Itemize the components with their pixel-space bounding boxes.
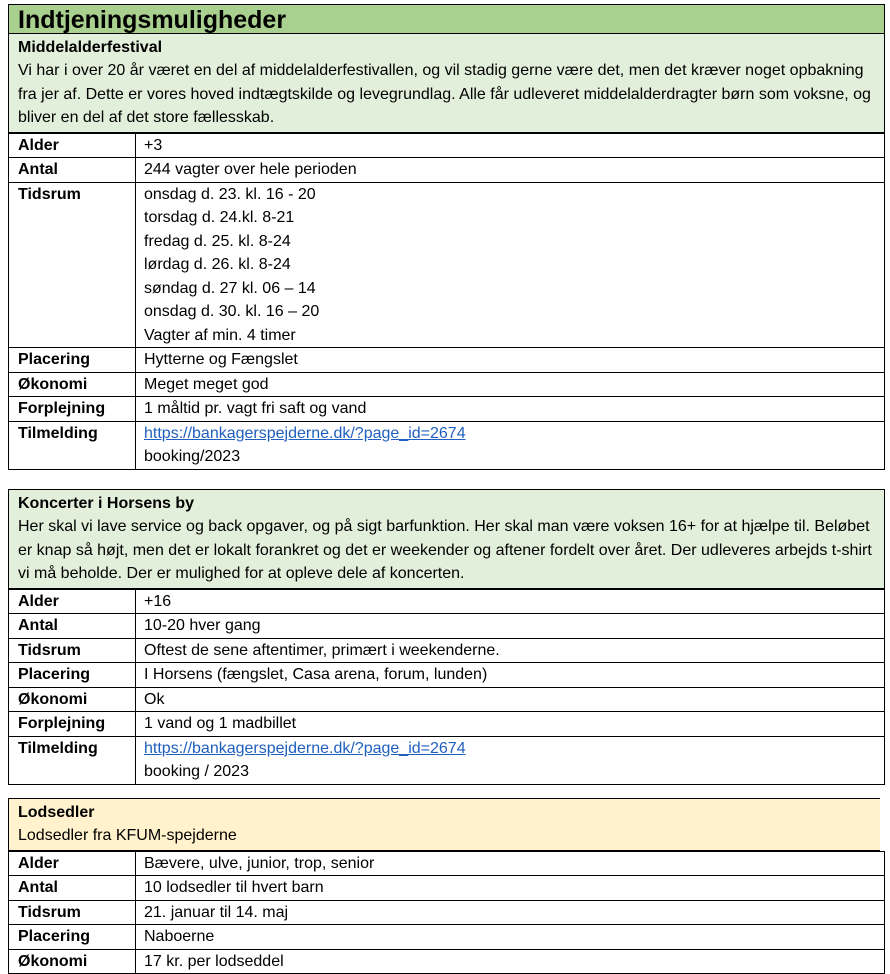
section-name: Koncerter i Horsens by [18, 495, 195, 512]
row-label: Forplejning [9, 712, 136, 737]
table-row [9, 876, 885, 901]
row-value [136, 421, 885, 469]
row-value: 21. januar til 14. maj [136, 900, 885, 925]
row-value: Oftest de sene aftentimer, primært i weekenderne. [136, 638, 885, 663]
time-line: onsdag d. 23. kl. 16 - 20 [144, 185, 316, 203]
signup-note: booking/2023 [144, 448, 241, 465]
table-row [9, 900, 885, 925]
row-label: Tidsrum [9, 900, 136, 925]
details-table [8, 133, 885, 470]
table-row [9, 133, 885, 158]
row-label: Tidsrum [9, 638, 136, 663]
signup-link[interactable]: https://bankagerspejderne.dk/?page_id=2674 [144, 739, 466, 757]
row-value: Bævere, ulve, junior, trop, senior [136, 851, 885, 876]
section-description: Vi har i over 20 år været en del af middelalderfestivallen, og vil stadig gerne være det, men det kræver noget opbakning fra jer af. Dette er vores hoved indtægtskilde og levegrundlag. Alle får udleveret middelalderdragter børn som voksne, og bliver en del af det store fællesskab. [18, 62, 871, 126]
time-line: Vagter af min. 4 timer [144, 326, 296, 344]
row-value: Meget meget god [136, 372, 885, 397]
row-value: 1 måltid pr. vagt fri saft og vand [136, 397, 885, 422]
page-title-bar [8, 4, 885, 34]
row-value [136, 736, 885, 784]
signup-note: booking / 2023 [144, 763, 249, 780]
row-label: Antal [9, 614, 136, 639]
page-title: Indtjeningsmuligheder [18, 6, 287, 34]
table-row [9, 421, 885, 469]
table-row [9, 949, 885, 974]
section-description: Her skal vi lave service og back opgaver, og på sigt barfunktion. Her skal man være voksen 16+ for at hjælpe til. Beløbet er knap så højt, men det er lokalt forankret og det er weekender og aftener fordelt over året. Der udleveres arbejds t-shirt vi må beholde. Der er mulighed for at opleve dele af koncerten. [18, 518, 872, 582]
table-row [9, 736, 885, 784]
time-line: søndag d. 27 kl. 06 – 14 [144, 279, 316, 297]
row-label: Tilmelding [9, 421, 136, 469]
row-value [136, 182, 885, 348]
row-label: Økonomi [9, 687, 136, 712]
section-middelalderfestival [8, 34, 885, 470]
table-row [9, 614, 885, 639]
time-line: torsdag d. 24.kl. 8-21 [144, 209, 295, 226]
table-row [9, 182, 885, 348]
row-value: +3 [136, 133, 885, 158]
row-value: Hytterne og Fængslet [136, 348, 885, 373]
section-name: Middelalderfestival [18, 39, 163, 56]
row-value: 10 lodsedler til hvert barn [136, 876, 885, 901]
table-row [9, 687, 885, 712]
row-label: Placering [9, 348, 136, 373]
row-value: 17 kr. per lodseddel [136, 949, 885, 974]
row-label: Antal [9, 876, 136, 901]
row-value: Ok [136, 687, 885, 712]
table-row [9, 158, 885, 183]
time-line: onsdag d. 30. kl. 16 – 20 [144, 303, 320, 320]
table-row [9, 925, 885, 950]
details-table [8, 589, 885, 785]
row-label: Alder [9, 589, 136, 614]
table-row [9, 397, 885, 422]
row-label: Tilmelding [9, 736, 136, 784]
row-label: Økonomi [9, 949, 136, 974]
row-label: Alder [9, 851, 136, 876]
row-label: Alder [9, 133, 136, 158]
time-line: fredag d. 25. kl. 8-24 [144, 232, 291, 250]
table-row [9, 712, 885, 737]
section-description: Lodsedler fra KFUM-spejderne [18, 827, 237, 844]
table-row [9, 348, 885, 373]
signup-link[interactable]: https://bankagerspejderne.dk/?page_id=2674 [144, 424, 466, 442]
row-label: Tidsrum [9, 182, 136, 348]
table-row [9, 851, 885, 876]
row-value: Naboerne [136, 925, 885, 950]
details-table [8, 851, 885, 974]
time-line: lørdag d. 26. kl. 8-24 [144, 256, 291, 273]
row-value: 1 vand og 1 madbillet [136, 712, 885, 737]
row-value: I Horsens (fængslet, Casa arena, forum, lunden) [136, 663, 885, 688]
row-label: Antal [9, 158, 136, 183]
section-header [8, 34, 885, 133]
section-koncerter [8, 489, 885, 785]
row-label: Økonomi [9, 372, 136, 397]
section-header [8, 489, 885, 589]
row-label: Forplejning [9, 397, 136, 422]
table-row [9, 589, 885, 614]
section-name: Lodsedler [18, 804, 95, 821]
row-value: +16 [136, 589, 885, 614]
section-lodsedler [8, 798, 885, 974]
row-label: Placering [9, 663, 136, 688]
section-header [8, 798, 880, 851]
table-row [9, 638, 885, 663]
row-label: Placering [9, 925, 136, 950]
table-row [9, 372, 885, 397]
row-value: 244 vagter over hele perioden [136, 158, 885, 183]
row-value: 10-20 hver gang [136, 614, 885, 639]
table-row [9, 663, 885, 688]
